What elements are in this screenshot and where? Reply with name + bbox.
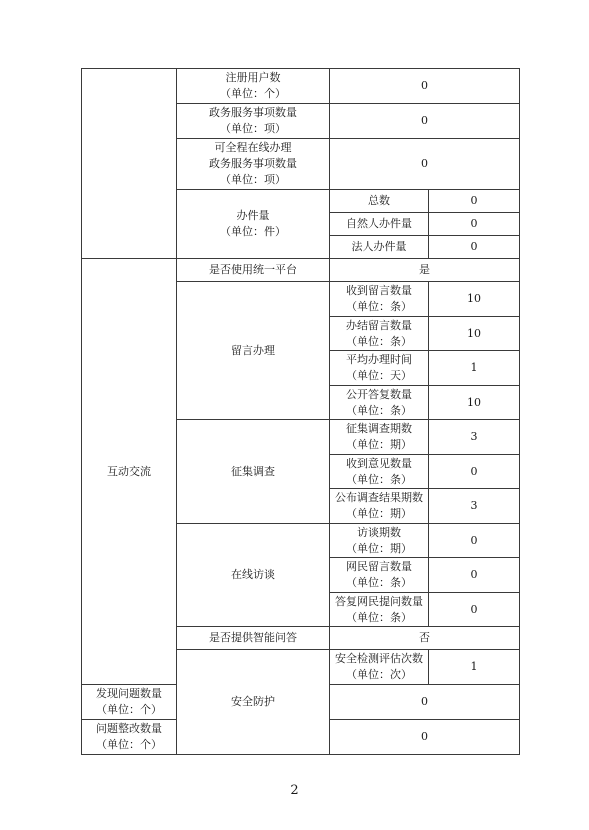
row-value: 0 [330,139,520,190]
page-number: 2 [290,783,299,798]
sub-label: 办结留言数量 （单位：条） [330,317,429,351]
row-value: 0 [330,104,520,139]
statistics-table [81,68,520,755]
row-label: 是否提供智能问答 [177,627,330,650]
sub-value: 0 [429,213,520,236]
sub-label: 总数 [330,190,429,213]
row-value: 0 [330,685,520,720]
group-survey: 征集调查 [177,420,330,524]
sub-label: 收到留言数量 （单位：条） [330,282,429,317]
sub-label: 征集调查期数 （单位：期） [330,420,429,455]
row-value: 是 [330,259,520,282]
row-label: 问题整改数量 （单位：个） [82,720,177,755]
sub-value: 10 [429,386,520,420]
group-interview: 在线访谈 [177,524,330,627]
sub-value: 0 [429,558,520,593]
row-value: 0 [330,720,520,755]
sub-label: 公布调查结果期数 （单位：期） [330,489,429,524]
group-messages: 留言办理 [177,282,330,420]
sub-label: 平均办理时间 （单位：天） [330,351,429,386]
row-value: 1 [429,650,520,685]
sub-value: 0 [429,593,520,627]
sub-label: 收到意见数量 （单位：条） [330,455,429,489]
section-interaction: 互动交流 [82,259,177,685]
section-cell-continued [82,69,177,259]
row-label: 安全检测评估次数 （单位：次） [330,650,429,685]
sub-label: 自然人办件量 [330,213,429,236]
sub-value: 10 [429,317,520,351]
section-security: 安全防护 [177,650,330,755]
sub-value: 3 [429,489,520,524]
sub-value: 3 [429,420,520,455]
row-label: 办件量 （单位：件） [177,190,330,259]
row-label: 可全程在线办理 政务服务事项数量 （单位：项） [177,139,330,190]
sub-label: 网民留言数量 （单位：条） [330,558,429,593]
sub-value: 0 [429,236,520,259]
sub-value: 0 [429,455,520,489]
row-label: 注册用户数 （单位：个） [177,69,330,104]
sub-value: 1 [429,351,520,386]
row-value: 0 [330,69,520,104]
sub-value: 0 [429,190,520,213]
sub-label: 访谈期数 （单位：期） [330,524,429,558]
sub-value: 10 [429,282,520,317]
sub-label: 公开答复数量 （单位：条） [330,386,429,420]
row-value: 否 [330,627,520,650]
sub-label: 答复网民提问数量 （单位：条） [330,593,429,627]
table-row [82,259,520,282]
row-label: 发现问题数量 （单位：个） [82,685,177,720]
row-label: 是否使用统一平台 [177,259,330,282]
sub-value: 0 [429,524,520,558]
row-label: 政务服务事项数量 （单位：项） [177,104,330,139]
table-row [82,69,520,104]
sub-label: 法人办件量 [330,236,429,259]
